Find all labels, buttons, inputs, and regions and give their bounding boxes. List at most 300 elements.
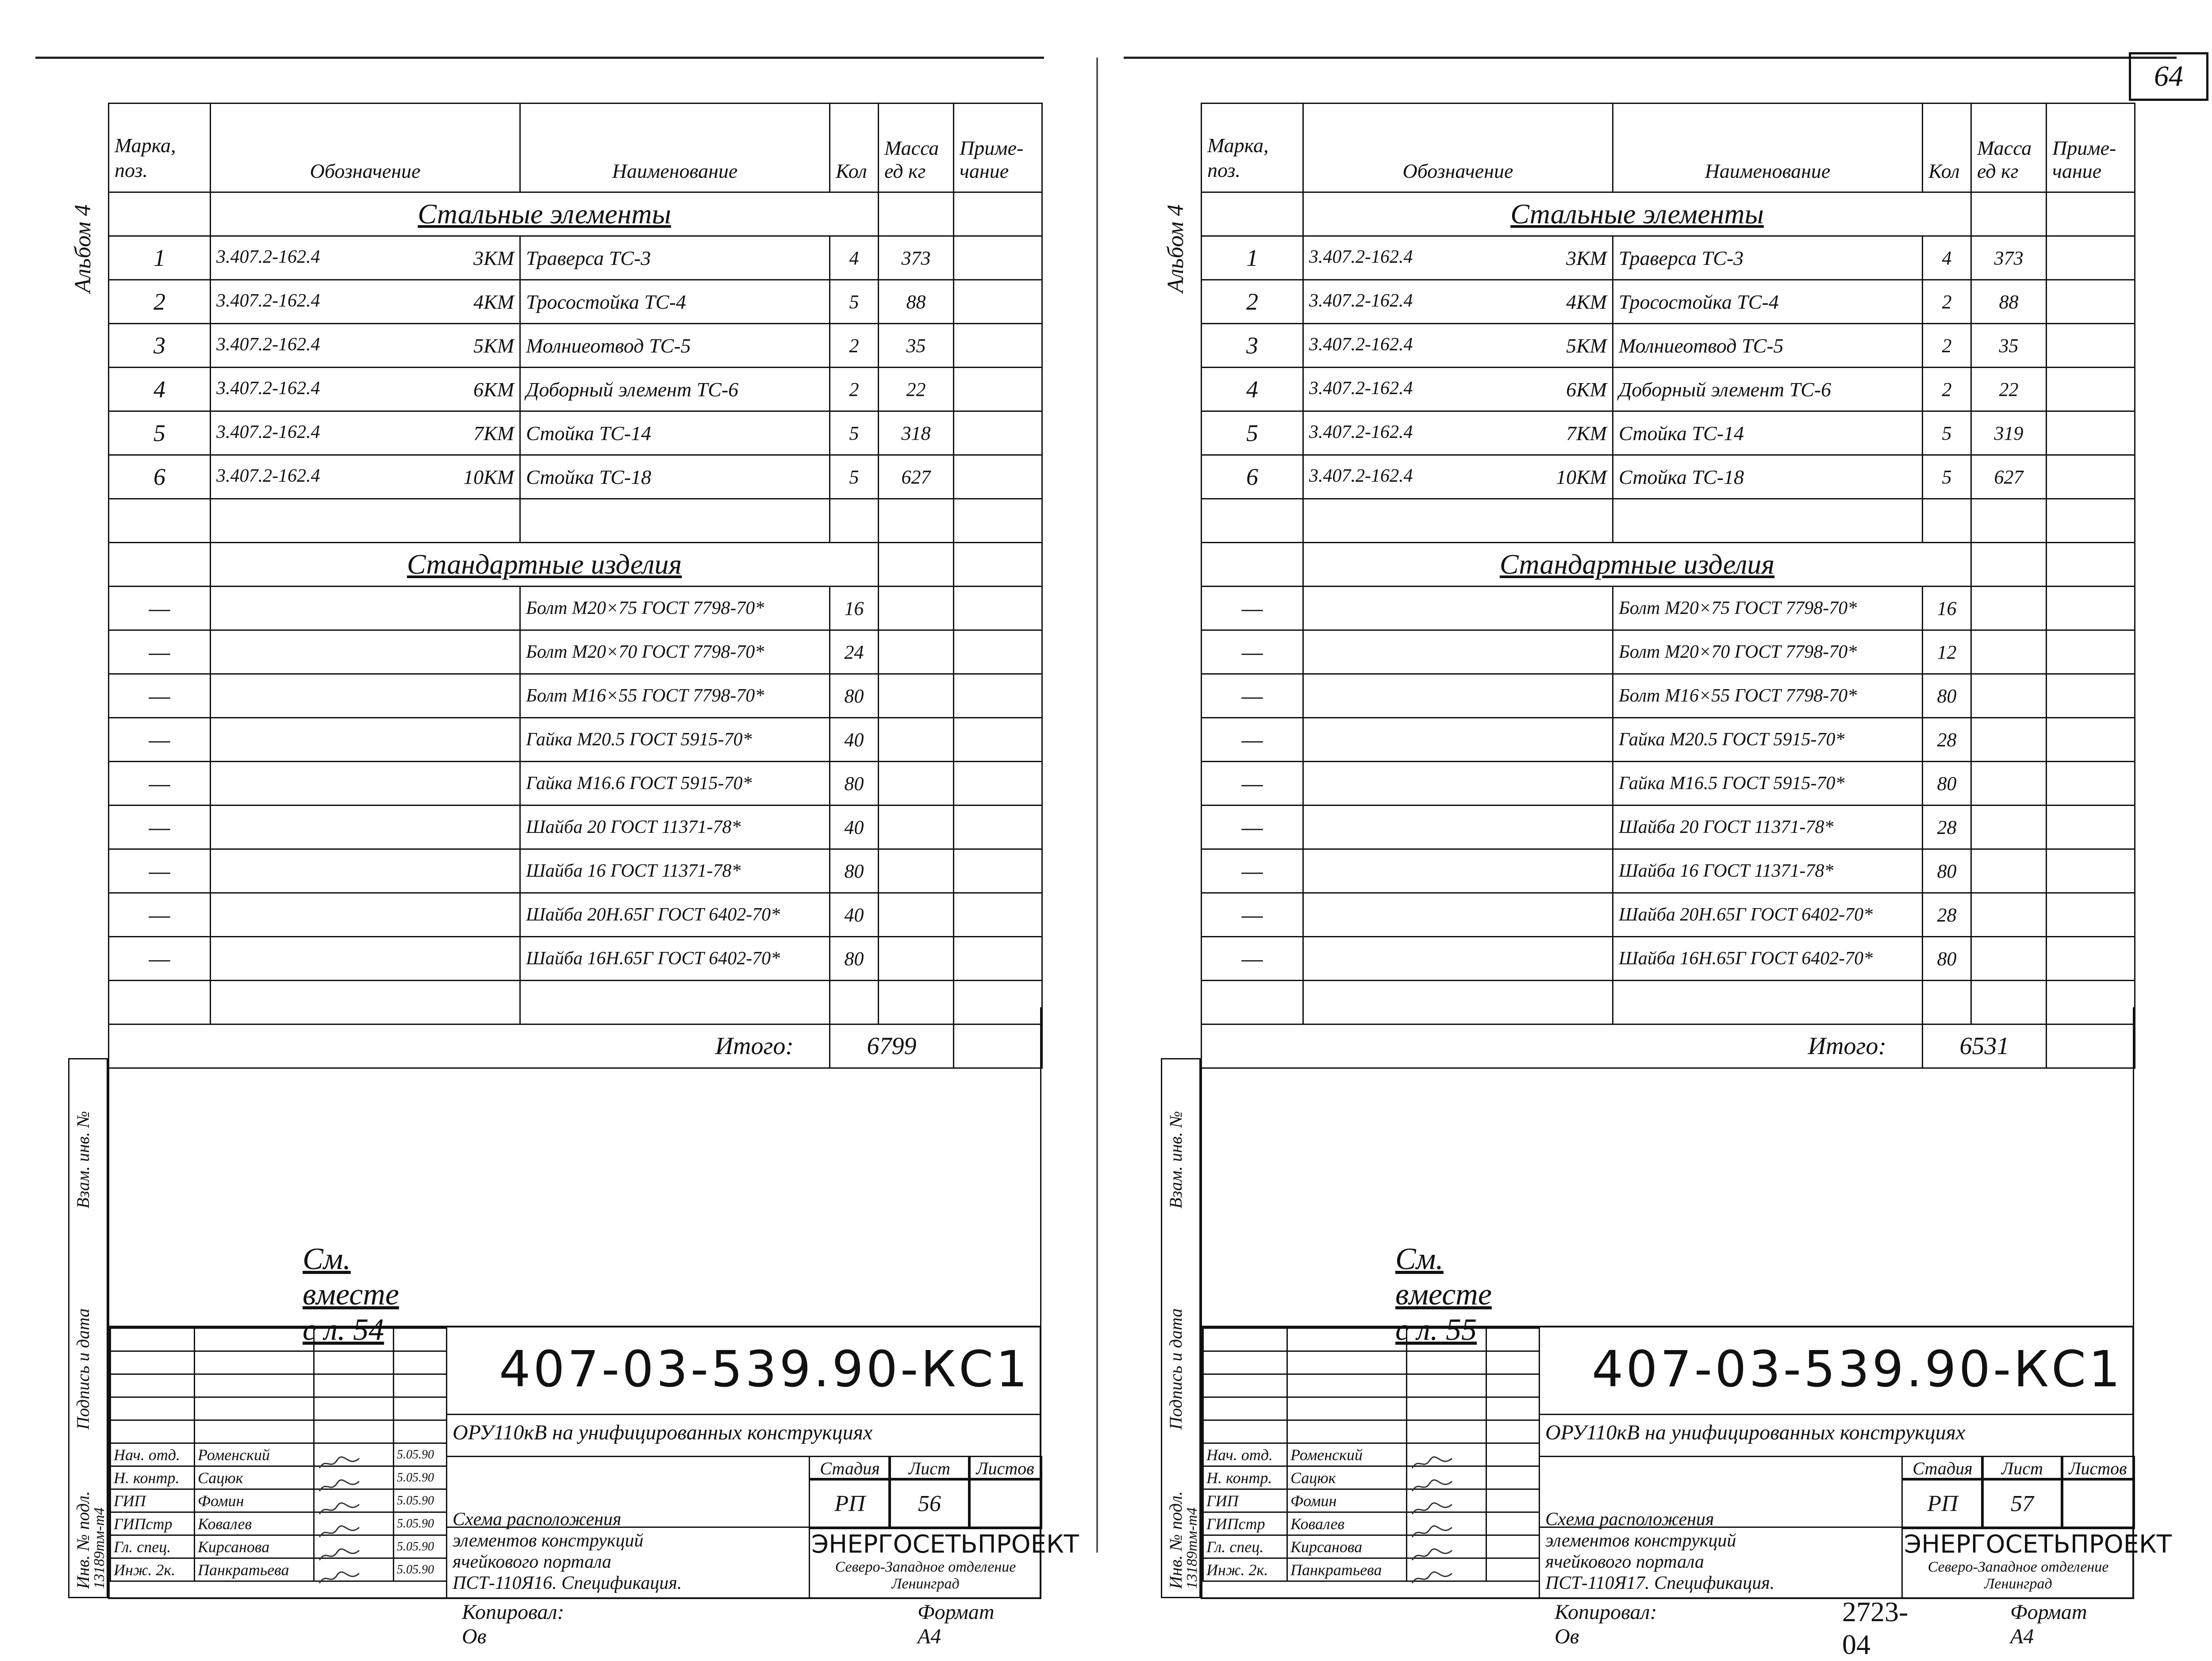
header-mass: Масса ед кг [879,104,954,192]
paper-format: Формат А4 [2010,1600,2087,1648]
row-mass: 373 [879,236,954,280]
row-qty: 5 [1923,455,1971,499]
row-designation [211,411,520,455]
section-title: Стандартные изделия [211,543,879,587]
row-sheet-code: 10КМ [1556,465,1607,488]
row-sheet-code: 5КМ [1566,334,1607,357]
document-number: 407-03-539.90-КС1 [1592,1341,2123,1398]
section-title: Стальные элементы [1303,192,1971,236]
header-name: Наименование [1613,104,1923,192]
row-qty: 2 [830,368,879,411]
row-qty: 24 [830,630,879,674]
row-position: — [109,762,211,806]
row-sheet-code: 4КМ [473,290,514,313]
row-code: 3.407.2-162.4 [1309,290,1413,311]
signature-icon [317,1570,361,1581]
row-qty: 4 [830,236,879,280]
row-name: Шайба 20 ГОСТ 11371-78* [520,806,830,849]
sheets-label: Листов [2061,1456,2135,1481]
table-row-empty [109,499,1042,543]
stage-value: РП [809,1478,891,1529]
copied-by: Копировал: Ов [462,1600,565,1648]
row-sheet-code: 3КМ [1566,246,1607,269]
staff-date: 5.05.90 [394,1489,447,1512]
header-note: Приме-чание [954,104,1042,192]
staff-row [111,1466,447,1489]
row-code: 3.407.2-162.4 [1309,422,1413,442]
side-label-inventory: Инв. № подл. [1166,1491,1186,1589]
row-note [2047,280,2135,324]
row-name: Молниеотвод ТС-5 [1613,324,1923,368]
staff-row [111,1512,447,1535]
row-qty: 2 [830,324,879,368]
top-border-left [35,57,1044,59]
row-position: 2 [109,280,211,324]
row-position: — [1202,849,1303,893]
row-mass: 627 [879,455,954,499]
row-name: Молниеотвод ТС-5 [520,324,830,368]
staff-row [111,1535,447,1558]
table-row [109,324,1042,368]
row-qty: 5 [830,411,879,455]
table-row [1202,411,2135,455]
section-steel-row [1202,192,2135,236]
row-name: Болт М20×75 ГОСТ 7798-70* [520,587,830,630]
organization [1904,1530,2172,1592]
staff-signature [314,1443,394,1466]
staff-role: Гл. спец. [111,1535,195,1558]
staff-name: Роменский [1287,1443,1407,1466]
staff-name: Панкратьева [195,1558,314,1581]
sheet-description: Схема расположения элементов конструкций ячейкового портала ПСТ-110Я17. Спецификация. [1545,1509,1775,1593]
row-position: 1 [109,236,211,280]
staff-name: Фомин [1287,1489,1407,1512]
row-mass: 627 [1971,455,2047,499]
staff-name: Сацюк [195,1466,314,1489]
organization [811,1530,1079,1592]
row-name: Шайба 20Н.65Г ГОСТ 6402-70* [1613,893,1923,937]
row-position: 2 [1202,280,1303,324]
total-label: Итого: [109,1024,830,1068]
section-title: Стандартные изделия [1303,543,1971,587]
table-row-empty [1202,499,2135,543]
row-designation [211,368,520,411]
signature-icon [1410,1524,1454,1535]
row-qty: 80 [830,762,879,806]
table-row [1202,674,2135,718]
org-name: ЭНЕРГОСЕТЬПРОЕКТ [811,1530,1079,1559]
table-row [109,630,1042,674]
corner-sheet-number: 64 [2129,52,2208,101]
row-sheet-code: 7КМ [1566,422,1607,445]
row-qty: 5 [830,455,879,499]
row-name: Траверса ТС-3 [1613,236,1923,280]
section-std-row [109,543,1042,587]
row-mass: 319 [1971,411,2047,455]
header-mark: Марка, поз. [1202,104,1303,192]
row-designation [1303,455,1613,499]
row-qty: 4 [1923,236,1971,280]
stamp-line-1 [446,1414,1040,1415]
row-designation [1303,368,1613,411]
row-designation [1303,411,1613,455]
row-position: 6 [1202,455,1303,499]
table-row [109,806,1042,849]
row-sheet-code: 7КМ [473,422,514,445]
row-note [954,280,1042,324]
row-code: 3.407.2-162.4 [216,334,320,355]
sheet-number: 56 [888,1478,971,1529]
table-row [109,236,1042,280]
staff-row [1203,1512,1540,1535]
row-position: — [109,630,211,674]
table-row [109,849,1042,893]
header-qty: Кол [1923,104,1971,192]
row-designation [1303,236,1613,280]
section-title: Стальные элементы [211,192,879,236]
notes-area [108,1007,1041,1327]
sheet-number: 57 [1981,1478,2063,1529]
staff-name: Фомин [195,1489,314,1512]
row-mass: 22 [879,368,954,411]
row-name: Шайба 20Н.65Г ГОСТ 6402-70* [520,893,830,937]
row-position: — [109,806,211,849]
table-row [1202,324,2135,368]
row-note [2047,236,2135,280]
row-position: — [109,893,211,937]
staff-name: Ковалев [195,1512,314,1535]
title-block [108,1326,1079,1599]
org-subtitle: Северо-Западное отделение Ленинград [835,1559,1016,1592]
row-position: — [109,587,211,630]
row-code: 3.407.2-162.4 [216,465,320,486]
staff-date: 5.05.90 [394,1466,447,1489]
sheet-description: Схема расположения элементов конструкций ячейкового портала ПСТ-110Я16. Спецификация. [453,1509,682,1593]
row-name: Тросостойка ТС-4 [520,280,830,324]
row-name: Гайка М16.6 ГОСТ 5915-70* [520,762,830,806]
staff-signature [1407,1443,1486,1466]
album-label: Альбом 4 [1163,204,1188,293]
row-note [954,411,1042,455]
staff-row [111,1489,447,1512]
signature-icon [317,1478,361,1489]
row-name: Шайба 16Н.65Г ГОСТ 6402-70* [1613,937,1923,981]
signature-icon [1410,1455,1454,1466]
row-position: — [1202,630,1303,674]
row-qty: 40 [830,806,879,849]
row-qty: 80 [1923,674,1971,718]
row-position: — [109,849,211,893]
staff-date [1486,1466,1540,1489]
row-qty: 16 [1923,587,1971,630]
staff-date [1486,1535,1540,1558]
row-designation [1303,280,1613,324]
table-row [1202,587,2135,630]
header-mark: Марка, поз. [109,104,211,192]
row-qty: 2 [1923,280,1971,324]
total-label: Итого: [1202,1024,1923,1068]
row-name: Болт М16×55 ГОСТ 7798-70* [520,674,830,718]
section-std-row [1202,543,2135,587]
row-name: Шайба 16 ГОСТ 11371-78* [1613,849,1923,893]
staff-date [1486,1443,1540,1466]
row-designation [211,236,520,280]
row-position: 3 [1202,324,1303,368]
staff-role: Н. контр. [1203,1466,1287,1489]
signature-icon [1410,1478,1454,1489]
row-qty: 28 [1923,718,1971,762]
row-qty: 80 [830,674,879,718]
staff-role: Инж. 2к. [1203,1558,1287,1581]
row-note [954,236,1042,280]
row-qty: 28 [1923,806,1971,849]
staff-name: Кирсанова [1287,1535,1407,1558]
row-qty: 28 [1923,893,1971,937]
row-name: Стойка ТС-14 [1613,411,1923,455]
signature-icon [317,1524,361,1535]
row-designation [211,455,520,499]
spec-table [108,103,1043,1069]
side-label-inventory: Инв. № подл. [73,1491,93,1589]
stamp-divider-v [446,1327,447,1597]
staff-role: Инж. 2к. [111,1558,195,1581]
notes-area [1201,1007,2134,1327]
row-note [2047,324,2135,368]
row-position: 4 [109,368,211,411]
inventory-number: 13189тм-т4 [1184,1507,1200,1589]
copied-by: Копировал: Ов [1555,1600,1657,1648]
row-name: Стойка ТС-14 [520,411,830,455]
row-sheet-code: 10КМ [463,465,514,488]
row-sheet-code: 6КМ [1566,378,1607,401]
table-row [1202,236,2135,280]
side-label-signature: Подпись и дата [1166,1308,1186,1430]
table-row [109,937,1042,981]
row-position: — [1202,674,1303,718]
table-row [109,411,1042,455]
table-row [109,718,1042,762]
header-note: Приме-чание [2047,104,2135,192]
staff-date [1486,1489,1540,1512]
header-qty: Кол [830,104,879,192]
project-title: ОРУ110кВ на унифицированных конструкциях [1545,1421,1966,1444]
table-row [109,893,1042,937]
row-code: 3.407.2-162.4 [1309,246,1413,267]
sheets-label: Листов [968,1456,1042,1481]
table-row [109,587,1042,630]
signature-icon [317,1547,361,1558]
staff-role: Н. контр. [111,1466,195,1489]
stage-label: Стадия [809,1456,891,1481]
staff-date [1486,1558,1540,1581]
row-sheet-code: 6КМ [473,378,514,401]
side-label-replace: Взам. инв. № [73,1111,93,1208]
signature-icon [317,1501,361,1512]
row-position: — [109,937,211,981]
row-code: 3.407.2-162.4 [216,422,320,442]
staff-name: Роменский [195,1443,314,1466]
org-name: ЭНЕРГОСЕТЬПРОЕКТ [1904,1530,2172,1559]
staff-row [1203,1489,1540,1512]
row-sheet-code: 4КМ [1566,290,1607,313]
row-position: — [109,718,211,762]
row-qty: 40 [830,718,879,762]
row-name: Доборный элемент ТС-6 [1613,368,1923,411]
paper-format: Формат А4 [918,1600,995,1648]
row-position: 5 [1202,411,1303,455]
header-name: Наименование [520,104,830,192]
row-mass: 318 [879,411,954,455]
row-mass: 35 [879,324,954,368]
row-position: 5 [109,411,211,455]
stage-label: Стадия [1901,1456,1984,1481]
row-qty: 12 [1923,630,1971,674]
row-name: Шайба 20 ГОСТ 11371-78* [1613,806,1923,849]
inventory-number: 13189тм-т4 [91,1507,108,1589]
row-note [2047,455,2135,499]
row-position: 6 [109,455,211,499]
table-row [109,368,1042,411]
header-designation: Обозначение [211,104,520,192]
row-mass: 35 [1971,324,2047,368]
section-steel-row [109,192,1042,236]
row-note [954,324,1042,368]
header-designation: Обозначение [1303,104,1613,192]
row-code: 3.407.2-162.4 [216,246,320,267]
row-designation [1303,324,1613,368]
sheets-count [2061,1478,2135,1529]
total-value: 6799 [830,1024,954,1068]
side-label-signature: Подпись и дата [73,1308,93,1430]
row-position: — [109,674,211,718]
order-number: 2723-04 [1842,1596,1909,1660]
staff-name: Ковалев [1287,1512,1407,1535]
row-name: Доборный элемент ТС-6 [520,368,830,411]
row-code: 3.407.2-162.4 [216,378,320,399]
project-title: ОРУ110кВ на унифицированных конструкциях [453,1421,873,1444]
row-note [954,368,1042,411]
table-header [109,104,1042,192]
row-position: — [1202,893,1303,937]
staff-name: Кирсанова [195,1535,314,1558]
staff-row [1203,1558,1540,1581]
row-qty: 2 [1923,324,1971,368]
album-label: Альбом 4 [70,204,96,293]
staff-row [111,1558,447,1581]
staff-role: ГИП [1203,1489,1287,1512]
staff-date: 5.05.90 [394,1558,447,1581]
table-row [1202,455,2135,499]
row-qty: 40 [830,893,879,937]
row-qty: 80 [830,937,879,981]
table-row [1202,893,2135,937]
staff-date: 5.05.90 [394,1535,447,1558]
staff-name: Панкратьева [1287,1558,1407,1581]
row-qty: 80 [1923,937,1971,981]
total-value: 6531 [1923,1024,2047,1068]
row-sheet-code: 3КМ [473,246,514,269]
title-block [1201,1326,2172,1599]
row-position: — [1202,762,1303,806]
signature-icon [1410,1547,1454,1558]
signature-icon [317,1455,361,1466]
table-row [109,762,1042,806]
staff-date [1486,1512,1540,1535]
staff-row [1203,1443,1540,1466]
table-row [109,674,1042,718]
row-designation [211,324,520,368]
staff-date: 5.05.90 [394,1443,447,1466]
see-also-note: См. вместе с л. 54 [303,1242,399,1347]
staff-grid [1202,1327,1540,1582]
table-row [109,455,1042,499]
staff-row [1203,1535,1540,1558]
table-row [1202,280,2135,324]
row-name: Траверса ТС-3 [520,236,830,280]
row-position: 1 [1202,236,1303,280]
staff-role: Гл. спец. [1203,1535,1287,1558]
row-qty: 5 [830,280,879,324]
row-name: Стойка ТС-18 [520,455,830,499]
row-mass: 88 [879,280,954,324]
staff-role: ГИП [111,1489,195,1512]
side-label-replace: Взам. инв. № [1166,1111,1186,1208]
row-name: Шайба 16 ГОСТ 11371-78* [520,849,830,893]
stamp-divider-v [1539,1327,1540,1597]
row-mass: 88 [1971,280,2047,324]
stamp-line-1 [1539,1414,2132,1415]
header-mass: Масса ед кг [1971,104,2047,192]
table-row [1202,718,2135,762]
top-border-right [1124,57,2177,59]
row-code: 3.407.2-162.4 [1309,378,1413,399]
row-code: 3.407.2-162.4 [1309,465,1413,486]
staff-role: ГИПстр [1203,1512,1287,1535]
row-qty: 80 [830,849,879,893]
row-position: 4 [1202,368,1303,411]
row-position: — [1202,587,1303,630]
row-position: — [1202,806,1303,849]
staff-role: ГИПстр [111,1512,195,1535]
row-qty: 5 [1923,411,1971,455]
sheet-label: Лист [888,1456,971,1481]
staff-grid [110,1327,447,1582]
row-note [2047,411,2135,455]
row-name: Стойка ТС-18 [1613,455,1923,499]
row-sheet-code: 5КМ [473,334,514,357]
row-name: Гайка М20.5 ГОСТ 5915-70* [1613,718,1923,762]
staff-row [1203,1466,1540,1489]
sheet-label: Лист [1981,1456,2063,1481]
row-name: Тросостойка ТС-4 [1613,280,1923,324]
row-qty: 80 [1923,762,1971,806]
table-row [1202,762,2135,806]
table-row [1202,630,2135,674]
see-also-note: См. вместе с л. 55 [1395,1242,1492,1347]
stamp-divider-v2 [809,1456,810,1597]
row-name: Болт М20×70 ГОСТ 7798-70* [1613,630,1923,674]
row-code: 3.407.2-162.4 [1309,334,1413,355]
staff-name: Сацюк [1287,1466,1407,1489]
row-name: Болт М16×55 ГОСТ 7798-70* [1613,674,1923,718]
row-position: — [1202,718,1303,762]
row-qty: 2 [1923,368,1971,411]
staff-row [111,1443,447,1466]
signature-icon [1410,1570,1454,1581]
stage-value: РП [1901,1478,1984,1529]
org-subtitle: Северо-Западное отделение Ленинград [1928,1559,2109,1592]
row-note [954,455,1042,499]
